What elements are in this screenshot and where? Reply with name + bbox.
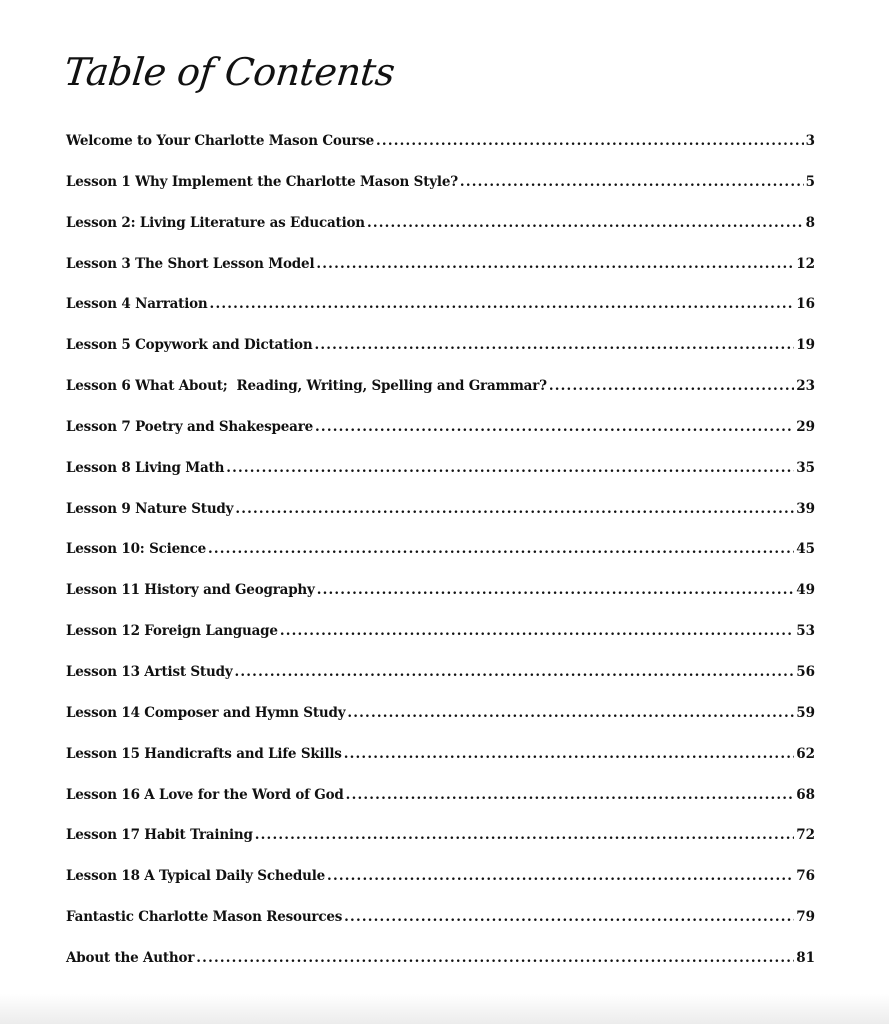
toc-entry-page: 16 <box>796 296 815 313</box>
toc-entry-text: Lesson 12 Foreign Language <box>66 623 278 640</box>
dot-leader <box>314 337 794 353</box>
page-bottom-shadow <box>0 994 889 1024</box>
toc-entry-page: 53 <box>796 623 815 640</box>
toc-title: Table of Contents <box>62 50 397 94</box>
toc-entry[interactable] <box>66 705 815 746</box>
dot-leader <box>316 256 794 272</box>
toc-entry[interactable] <box>66 746 815 787</box>
dot-leader <box>315 419 794 435</box>
dot-leader <box>327 868 794 884</box>
toc-entry-page: 56 <box>796 663 815 680</box>
dot-leader <box>344 909 794 925</box>
dot-leader <box>255 827 794 843</box>
dot-leader <box>234 664 794 680</box>
toc-entry-page: 29 <box>796 418 815 435</box>
toc-entry-page: 72 <box>796 827 815 844</box>
dot-leader <box>280 623 794 639</box>
toc-entry[interactable] <box>66 337 815 378</box>
dot-leader <box>210 296 795 312</box>
toc-entry-text: Fantastic Charlotte Mason Resources <box>66 909 343 926</box>
toc-entry[interactable] <box>66 215 815 256</box>
toc-entry[interactable] <box>66 868 815 909</box>
toc-entry-page: 19 <box>796 337 815 354</box>
toc-entry[interactable] <box>66 460 815 501</box>
toc-entry[interactable] <box>66 256 815 297</box>
toc-entry[interactable] <box>66 419 815 460</box>
toc-entry-page: 62 <box>796 745 815 762</box>
toc-entry-text: Lesson 4 Narration <box>66 296 208 313</box>
toc-entry[interactable] <box>66 378 815 419</box>
toc-entry[interactable] <box>66 174 815 215</box>
toc-entry-page: 76 <box>796 868 815 885</box>
toc-entry[interactable] <box>66 501 815 542</box>
toc-entry-page: 39 <box>796 500 815 517</box>
toc-entry-text: Lesson 7 Poetry and Shakespeare <box>66 418 314 435</box>
toc-entry-page: 5 <box>805 173 815 190</box>
toc-entry[interactable] <box>66 909 815 950</box>
dot-leader <box>208 541 794 557</box>
toc-entry-text: About the Author <box>66 949 195 966</box>
toc-entry-text: Lesson 3 The Short Lesson Model <box>66 255 315 272</box>
toc-entry-text: Lesson 14 Composer and Hymn Study <box>66 704 346 721</box>
toc-entry[interactable] <box>66 582 815 623</box>
dot-leader <box>346 787 795 803</box>
toc-entry[interactable] <box>66 950 815 991</box>
dot-leader <box>549 378 794 394</box>
toc-entry-page: 8 <box>805 214 815 231</box>
toc-entry[interactable] <box>66 296 815 337</box>
dot-leader <box>460 174 804 190</box>
toc-entry-page: 12 <box>796 255 815 272</box>
toc-entry-text: Lesson 16 A Love for the Word of God <box>66 786 344 803</box>
dot-leader <box>317 582 795 598</box>
dot-leader <box>367 215 804 231</box>
dot-leader <box>226 460 794 476</box>
toc-entry-text: Lesson 8 Living Math <box>66 459 225 476</box>
toc-entry-text: Lesson 18 A Typical Daily Schedule <box>66 868 326 885</box>
toc-entry-text: Lesson 15 Handicrafts and Life Skills <box>66 745 342 762</box>
toc-entry[interactable] <box>66 623 815 664</box>
dot-leader <box>344 746 794 762</box>
toc-entry-page: 3 <box>805 133 815 149</box>
dot-leader <box>235 501 794 517</box>
dot-leader <box>347 705 794 721</box>
toc-entry-text: Lesson 13 Artist Study <box>66 663 233 680</box>
toc-entry-page: 45 <box>796 541 815 558</box>
toc-entry-page: 79 <box>796 909 815 926</box>
toc-entry-text: Lesson 1 Why Implement the Charlotte Mason Style? <box>66 173 458 190</box>
toc-entry-page: 49 <box>796 582 815 599</box>
toc-entry-text: Lesson 6 What About; Reading, Writing, Spelling and Grammar? <box>66 378 547 395</box>
toc-entry[interactable] <box>66 133 815 174</box>
toc-entry-text: Lesson 2: Living Literature as Education <box>66 214 365 231</box>
toc-entry-text: Lesson 11 History and Geography <box>66 582 315 599</box>
toc-entry-page: 35 <box>796 459 815 476</box>
toc-entry-page: 59 <box>796 704 815 721</box>
toc-entry[interactable] <box>66 541 815 582</box>
toc-list <box>66 133 815 991</box>
toc-entry-text: Welcome to Your Charlotte Mason Course <box>66 133 375 149</box>
toc-entry[interactable] <box>66 827 815 868</box>
toc-entry[interactable] <box>66 787 815 828</box>
toc-entry-page: 68 <box>796 786 815 803</box>
toc-entry-page: 81 <box>796 949 815 966</box>
dot-leader <box>196 950 794 966</box>
dot-leader <box>376 133 804 149</box>
toc-entry-text: Lesson 17 Habit Training <box>66 827 253 844</box>
toc-entry-text: Lesson 5 Copywork and Dictation <box>66 337 313 354</box>
toc-entry-page: 23 <box>796 378 815 395</box>
toc-entry[interactable] <box>66 664 815 705</box>
toc-entry-text: Lesson 9 Nature Study <box>66 500 234 517</box>
toc-entry-text: Lesson 10: Science <box>66 541 206 558</box>
